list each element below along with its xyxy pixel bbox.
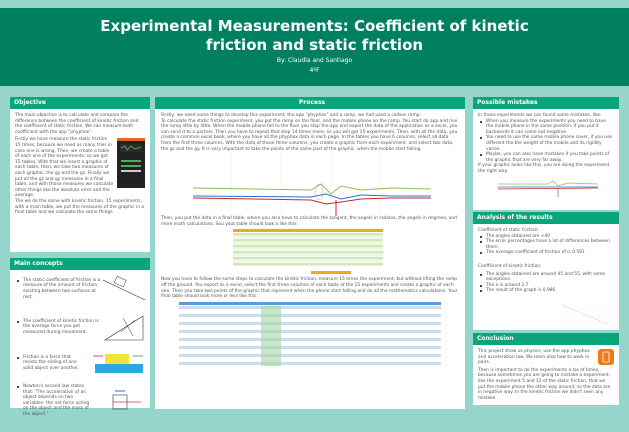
mistake-item: Maybe, you can also have mistakes if you take points of the graphic that are very far away. [478,152,614,163]
friction-block-diagram [93,352,145,374]
kinetic-result: The a is around 2.7 [478,283,614,289]
title-bar [0,8,629,86]
kinetic-results-table [161,302,459,372]
mistakes-heading: Possible mistakes [473,97,619,109]
static-title: Coefficient of static friction: [478,228,539,233]
concepts-heading: Main concepts [10,258,150,270]
inclined-plane-diagram [103,276,145,302]
objective-p3: The we do the same with kinetic friction, 15 experiments, with a main table, we put the measures of the graphic in a final table and we calculate the same things. [15,198,145,216]
static-result: The error percentages have a lot of differences between them. [478,239,614,250]
mistakes-intro: In those experiments we can found some mistakes, like: [478,113,602,118]
process-p1: Firstly, we need some things to develop this experiment, the app "phyphox" and a ramp, we had used a carbon ramp. [161,113,421,118]
conclusion-p2: Then is important to do the experiments a los of times, because sometimes you are going to mistake a experiment, like the experiment 5 and 12 of the static friction, that we put the mobile phone the other way around, so the data are in negative way. In the kinetic friction we didn't seen any mistake. [478,367,611,401]
kinetic-result: The angles obtained are around 45 and 55, with some exceptions. [478,272,614,283]
process-p2: To calculate the static friction experiment, you put the ramp on the floor, and the mobile phone on the ramp. You start do app and rise the ramp little by little. When the mobile phone fall to the floor you stop the app and export the data of the application as a excel, you can send it to a partner. Then you have to repeat that step 14 times more, so you will get 15 experiments. Then, with all the data, you create a common excel book, where you have all the phyphox data in each page. In the tables you have 6 columns, select all data from the first three columns. With the data of those three columns, you create a graphic from each experiment. and select two data, the gz and the gy. It is very important to take the points of the same part of the graphic, when the mobile start falling. [161,118,458,152]
objective-heading: Objective [10,97,150,109]
static-results-table [161,229,459,277]
newton-box-diagram [105,387,145,415]
concept-newton: Newton's second law states that: "The acceleration of an object depends on two variables: the net force acting on the object and the mass of the object." [15,384,95,418]
concept-static: The static coefficient of friction is a measure of the amount of friction existing between two surfaces at rest. [15,278,103,300]
objective-p1: The main objective is to calculate and compare the difference between the coefficient of kinetic friction and the coefficient of static friction. We can measure both coefficient with the app "phyphox". [15,113,139,135]
phone-screenshot-image [117,138,145,188]
analysis-panel [473,212,619,330]
static-result: The average coefficient of friction of is 0.591 [478,250,614,256]
kinetic-result: The result of the graph is 0.986 [478,288,558,294]
kinetic-title: Coefficient of kinetic friction: [478,263,542,269]
static-result: The angles obtained are <40 [478,234,614,240]
process-heading: Process [155,97,465,109]
poster-title: Experimental Measurements: Coefficient of kinetic friction and static friction [100,17,529,54]
process-panel [155,97,465,409]
process-p3: Then, you put the data in a final table, where you also have to calculate the tangent, the angels in radians, the angels in degrees, and more math calculations. Sou yout table should look a like this: [161,216,457,227]
conclusion-p1: This project show us physics, use the app phyphox and acceleration law. We learn also how to work in pairs. [478,349,590,366]
mistakes-panel [473,97,619,210]
mistake-item: You need to use the same mobile phone cover, if you use different the the weight of the mobile and its rigidity varies. [478,135,614,152]
class-label: 4ºF [309,67,320,74]
concepts-panel [10,258,150,417]
static-friction-graph [161,154,459,216]
mistakes-outro: If your graphic looks like this, you are doing the experiment the right way. [478,163,610,174]
authors: By: Claudia and Santiago [276,57,353,64]
conclusion-panel [473,333,619,405]
analysis-heading: Analysis of the results [473,212,619,224]
objective-p2: Firstly we have measure the static friction 15 times, because we need as many tries in case one is wrong. Then, we create a table of each one of the experiments, so we got 15 tables. With that we insert a graphic of each table, then, we take two measures of each graphic, the gy and the gz. Finally we put all the gz and gy measures in a final table, and with those measures we calculate other things like the absolute error and the average. [15,137,114,199]
kinetic-graph [558,300,613,330]
mistake-item: When you measure the experiments you need to have the mobile phone in the same position, if you put it backwards it can come out negative. [478,119,614,136]
correct-graph-example [478,177,614,197]
phyphox-app-icon [598,349,614,365]
conclusion-heading: Conclusion [473,333,619,345]
force-diagram [103,312,145,342]
concept-kinetic: The coefficient of kinetic friction is the average force you get measured during movement. [15,319,103,336]
process-p4: Now you have to follow the same steps to calculate the kinetic friction, measure 15 times the experiment, but without lifting the ramp off the ground. You export as a excel, select the first three columns of each table of the 15 experiments and create a graphic of each one. Then you take two points of the graphic that represent when the phone start falling and do all the mathematics calculations. Your final table should look more or less like this: [161,277,458,300]
objective-panel [10,97,150,252]
concept-friction: Friction is a force that resists the sliding of one solid object over another. [15,355,85,372]
